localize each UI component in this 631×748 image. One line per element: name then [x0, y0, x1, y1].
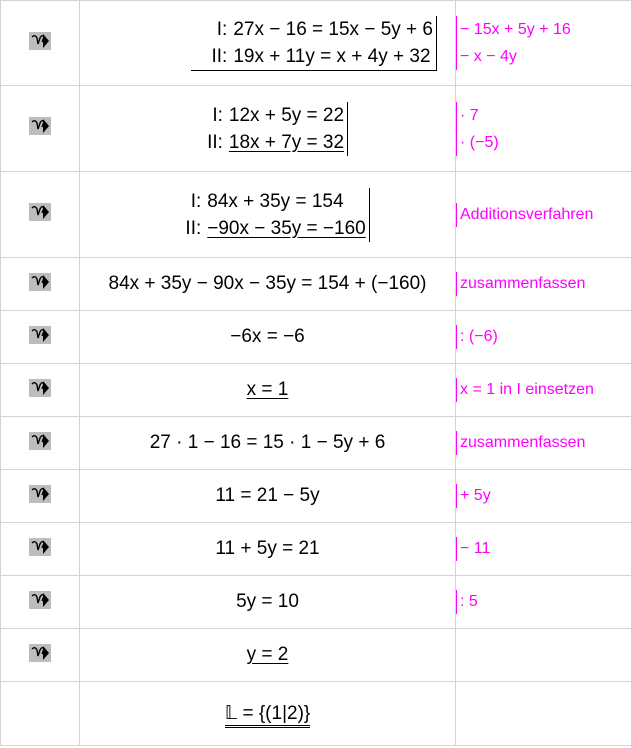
step-row-6 [1, 364, 631, 417]
step-arrow-cell [1, 1, 80, 86]
step-note: x = 1 in I einsetzen [456, 378, 594, 402]
note-cell [456, 523, 631, 576]
step-row-9 [1, 523, 631, 576]
equation-cell [80, 364, 456, 417]
step-arrow-icon[interactable] [28, 30, 52, 52]
step-arrow-cell [1, 364, 80, 417]
note-cell [456, 311, 631, 364]
step-arrow-cell [1, 86, 80, 172]
equation-system-cell [80, 172, 456, 258]
step-row-3 [1, 172, 631, 258]
equation: −6x = −6 [80, 311, 456, 364]
equation-system-cell [80, 86, 456, 172]
step-arrow-cell [1, 470, 80, 523]
step-note [456, 102, 499, 156]
equation: 27x − 16 = 15x − 5y + 6 [233, 18, 433, 40]
equation: 84x + 35y = 154 [207, 190, 344, 212]
equation: 12x + 5y = 22 [228, 104, 345, 126]
note-cell [456, 1, 631, 86]
equation: 27 · 1 − 16 = 15 · 1 − 5y + 6 [80, 417, 456, 470]
equation-cell [80, 682, 456, 746]
equation: 11 = 21 − 5y [80, 470, 456, 523]
note-cell [456, 364, 631, 417]
note-cell [456, 172, 631, 258]
eq-label: I: [190, 190, 202, 212]
equation-cell [80, 629, 456, 682]
eq-label: I: [216, 18, 228, 40]
equation: 11 + 5y = 21 [80, 523, 456, 576]
eq-label: II: [211, 45, 228, 67]
note-line: − x − 4y [460, 48, 517, 65]
note-cell [456, 682, 631, 746]
note-cell [456, 417, 631, 470]
step-row-12 [1, 682, 631, 746]
step-arrow-icon[interactable] [28, 589, 52, 611]
step-note [456, 16, 571, 70]
empty-cell [1, 682, 80, 746]
step-arrow-cell [1, 172, 80, 258]
step-note: + 5y [456, 484, 491, 508]
note-cell [456, 86, 631, 172]
equation-system [191, 16, 437, 71]
note-cell [456, 576, 631, 629]
step-arrow-icon[interactable] [28, 430, 52, 452]
step-arrow-icon[interactable] [28, 536, 52, 558]
step-row-11 [1, 629, 631, 682]
note-cell [456, 258, 631, 311]
step-note: : 5 [456, 590, 478, 614]
step-arrow-icon[interactable] [28, 483, 52, 505]
step-row-4 [1, 258, 631, 311]
equation: 84x + 35y − 90x − 35y = 154 + (−160) [80, 258, 456, 311]
equation: −90x − 35y = −160 [207, 217, 366, 239]
step-note: : (−6) [456, 325, 498, 349]
step-arrow-cell [1, 417, 80, 470]
equation: x = 1 [246, 379, 289, 400]
step-row-1 [1, 1, 631, 86]
equation: 18x + 7y = 32 [228, 131, 345, 153]
step-row-2 [1, 86, 631, 172]
equation-system [187, 102, 348, 156]
step-arrow-cell [1, 311, 80, 364]
note-cell [456, 470, 631, 523]
step-note: zusammenfassen [456, 431, 585, 455]
equation-system-cell [80, 1, 456, 86]
equation: 5y = 10 [80, 576, 456, 629]
solution-set: 𝕃 = {(1|2)} [225, 703, 311, 728]
note-line: · (−5) [460, 133, 499, 151]
step-arrow-icon[interactable] [28, 642, 52, 664]
step-arrow-cell [1, 523, 80, 576]
note-cell [456, 629, 631, 682]
step-arrow-cell [1, 258, 80, 311]
step-arrow-cell [1, 629, 80, 682]
step-arrow-cell [1, 576, 80, 629]
step-arrow-icon[interactable] [28, 377, 52, 399]
step-note: − 11 [456, 537, 490, 561]
step-row-8 [1, 470, 631, 523]
step-arrow-icon[interactable] [28, 201, 52, 223]
note-line: − 15x + 5y + 16 [460, 21, 571, 38]
step-arrow-icon[interactable] [28, 115, 52, 137]
step-row-10 [1, 576, 631, 629]
equation: y = 2 [246, 644, 289, 665]
step-row-7 [1, 417, 631, 470]
step-note: Additionsverfahren [456, 203, 593, 227]
step-row-5 [1, 311, 631, 364]
eq-label: I: [212, 104, 223, 126]
note-line: · 7 [460, 106, 479, 124]
eq-label: II: [207, 131, 223, 153]
step-arrow-icon[interactable] [28, 324, 52, 346]
equation: 19x + 11y = x + 4y + 32 [233, 45, 431, 67]
equation-system [165, 188, 369, 242]
eq-label: II: [185, 217, 202, 239]
step-arrow-icon[interactable] [28, 271, 52, 293]
step-note: zusammenfassen [456, 272, 585, 296]
